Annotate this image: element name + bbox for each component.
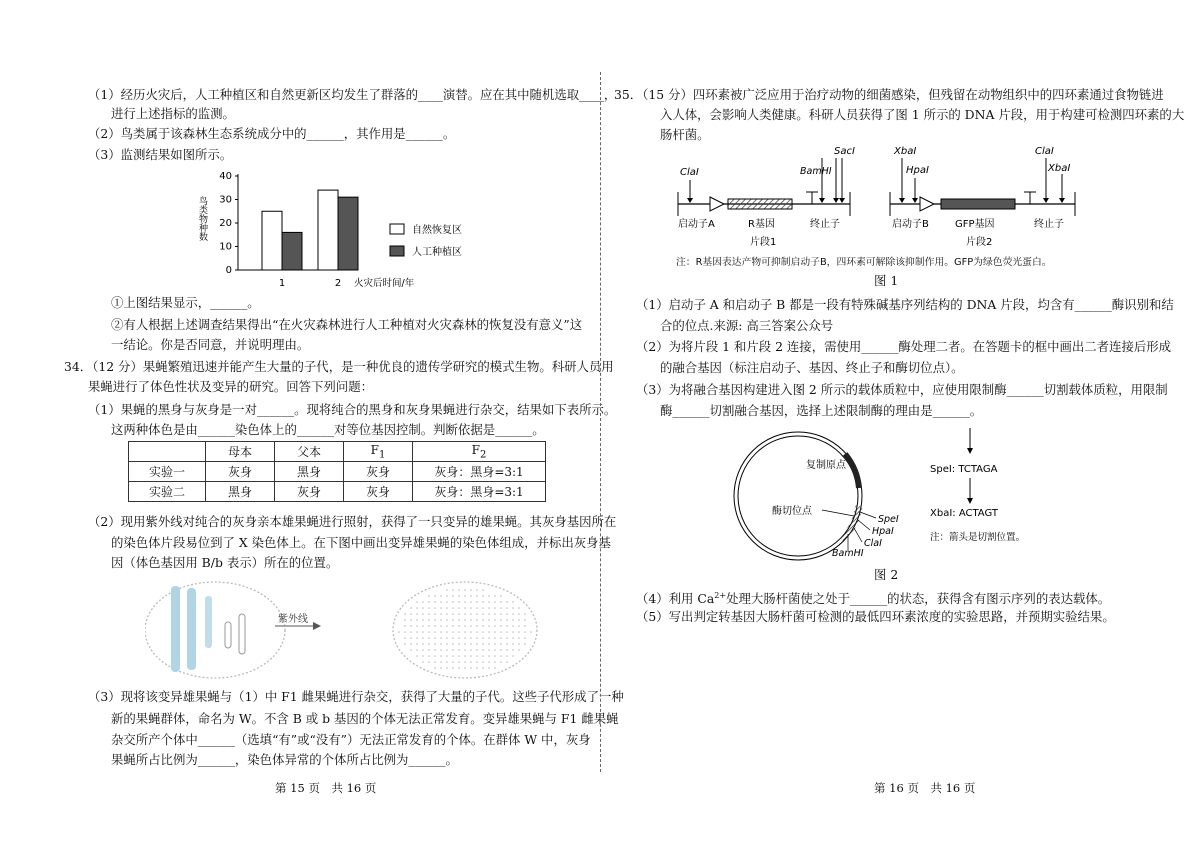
legend-swatch: [390, 246, 404, 256]
q34-3-line1: （3）现将该变异雄果蝇与（1）中 F1 雌果蝇进行杂交，获得了大量的子代。这些子代形成了一种: [88, 689, 624, 704]
q35-stem-2: 入人体，会影响人类健康。科研人员获得了图 1 所示的 DNA 片段，用于构建可检测四环素的大: [660, 107, 1185, 122]
q35-3-line2: 酶______切割融合基因，选择上述限制酶的理由是______。: [660, 403, 983, 418]
terminator-1: 终止子: [810, 219, 840, 230]
experiment-table: [128, 441, 546, 502]
site-cla-1: ClaⅠ: [680, 167, 699, 178]
q35-4: （4）利用 $Ca^{2+}$处理大肠杆菌使之处于______的状态，获得含有图示序列的表达载体。: [636, 591, 1111, 607]
plasmid-site-spe: SpeⅠ: [878, 514, 899, 525]
q35-1-line1: （1）启动子 A 和启动子 B 都是一段有特殊碱基序列结构的 DNA 片段，均含有______酶识别和结: [636, 297, 1174, 312]
bar-artificial-1: [282, 232, 302, 270]
table-cell: 灰身：黑身=3:1: [413, 462, 546, 482]
table-cell: 灰身: [344, 482, 413, 502]
q33-result: ①上图结果显示，______。: [111, 295, 260, 310]
table-cell: 父本: [275, 442, 344, 462]
q33-1-line2: 进行上述指标的监测。: [111, 106, 235, 121]
q33-3: （3）监测结果如图所示。: [88, 147, 233, 162]
figure-2-plasmid: [730, 428, 1050, 568]
q34-stem-1: 34．（12 分）果蝇繁殖迅速并能产生大量的子代，是一种优良的遗传学研究的模式生物。科研人员用: [64, 359, 614, 374]
q34-3-line4: 果蝇所占比例为______，染色体异常的个体所占比例为______。: [111, 752, 458, 767]
x-axis-label: 火灾后时间/年: [354, 278, 415, 289]
x-tick-label: 2: [334, 278, 342, 289]
q34-2-line1: （2）现用紫外线对纯合的灰身亲本雄果蝇进行照射，获得了一只变异的雄果蝇。其灰身基因所在: [88, 514, 617, 529]
table-header-row: [129, 442, 546, 462]
table-cell: 实验一: [129, 462, 206, 482]
table-row: [129, 482, 546, 502]
q34-stem-2: 果蝇进行了体色性状及变异的研究。回答下列问题：: [88, 379, 373, 394]
figure-2-caption: 图 2: [874, 567, 899, 582]
r-gene-label: R基因: [748, 219, 775, 230]
y-tick-label: 10: [219, 241, 232, 253]
table-cell: 灰身: [206, 462, 275, 482]
promoter-a: 启动子A: [678, 219, 715, 230]
q34-3-line2: 新的果蝇群体，命名为 W。不含 B 或 b 基因的个体无法正常发育。变异雄果蝇与 F1 雌果蝇: [111, 711, 619, 726]
cutsite-label: 酶切位点: [772, 506, 812, 517]
table-cell: $F_1$: [344, 442, 413, 462]
site-sac: SacⅠ: [834, 146, 855, 157]
q35-stem-1: 35．（15 分）四环素被广泛应用于治疗动物的细菌感染，但残留在动物组织中的四环素通过食物链进: [614, 87, 1164, 102]
fragment-2-label: 片段2: [966, 237, 993, 248]
plasmid-site-bamh: BamHⅠ: [832, 548, 864, 559]
q33-claim: ②有人根据上述调查结果得出“在火灾森林进行人工种植对火灾森林的恢复没有意义”这: [111, 317, 583, 332]
chromosome-figure: [145, 578, 565, 683]
bar-natural-2: [318, 190, 338, 270]
q34-1-line1: （1）果蝇的黑身与灰身是一对______。现将纯合的黑身和灰身果蝇进行杂交，结果如下表所示。: [88, 402, 617, 417]
page-divider: [600, 72, 601, 772]
q35-5: （5）写出判定转基因大肠杆菌可检测的最低四环素浓度的实验思路，并预期实验结果。: [636, 609, 1115, 624]
table-cell: 灰身：黑身=3:1: [413, 482, 546, 502]
site-xba-2: XbaⅠ: [1048, 163, 1071, 174]
gfp-gene-label: GFP基因: [955, 219, 995, 230]
y-tick-label: 20: [219, 218, 232, 229]
table-cell: 灰身: [344, 462, 413, 482]
site-xba-1: XbaⅠ: [894, 146, 917, 157]
uv-label: 紫外线: [278, 614, 308, 625]
origin-label: 复制原点: [806, 460, 846, 471]
table-row: [129, 462, 546, 482]
figure-1: [670, 144, 1100, 254]
figure-1-note: 注：R基因表达产物可抑制启动子B，四环素可解除该抑制作用。GFP为绿色荧光蛋白。: [676, 257, 1052, 268]
q33-2: （2）鸟类属于该森林生态系统成分中的______，其作用是______。: [88, 126, 456, 141]
promoter-b: 启动子B: [892, 219, 929, 230]
y-axis-label: 鸟类物种数: [197, 196, 207, 241]
q35-stem-3: 肠杆菌。: [660, 127, 710, 142]
xba-sequence: XbaⅠ: ACTAGT: [930, 508, 998, 519]
q34-2-line2: 的染色体片段易位到了 X 染色体上。在下图中画出变异雄果蝇的染色体组成，并标出灰身基: [111, 535, 611, 550]
figure-2-note: 注：箭头是切割位置。: [930, 532, 1026, 543]
q34-3-line3: 杂交所产个体中______（选填“有”或“没有”）无法正常发育的个体。在群体 W 中，灰身: [111, 732, 591, 747]
fragment-1-label: 片段1: [750, 237, 777, 248]
y-tick-label: 40: [219, 171, 232, 182]
table-cell: 灰身: [275, 482, 344, 502]
y-tick-label: 0: [225, 265, 232, 276]
table-cell: $F_2$: [413, 442, 546, 462]
q33-claim-2: 一结论。你是否同意，并说明理由。: [111, 337, 310, 352]
legend-label: 自然恢复区: [412, 225, 462, 236]
q35-1-line2: 合的位点.来源: 高三答案公众号: [660, 318, 834, 333]
right-page-number: 第 16 页 共 16 页: [874, 781, 976, 795]
spe-sequence: SpeⅠ: TCTAGA: [930, 464, 998, 475]
q34-1-line2: 这两种体色是由______染色体上的______对等位基因控制。判断依据是______。: [111, 422, 545, 437]
y-tick-label: 30: [219, 194, 232, 206]
site-hpa-1: HpaⅠ: [906, 165, 929, 176]
figure-1-caption: 图 1: [874, 273, 899, 288]
legend-label: 人工种植区: [412, 247, 462, 258]
q35-2-line1: （2）为将片段 1 和片段 2 连接，需使用______酶处理二者。在答题卡的框中画出二者连接后形成: [636, 339, 1172, 354]
table-cell: [129, 442, 206, 462]
table-cell: 母本: [206, 442, 275, 462]
q35-2-line2: 的融合基因（标注启动子、基因、终止子和酶切位点）。: [660, 360, 964, 375]
site-bamh-1: BamHⅠ: [800, 166, 832, 177]
q34-2-line3: 因（体色基因用 B/b 表示）所在的位置。: [111, 555, 339, 570]
left-page-number: 第 15 页 共 16 页: [275, 781, 377, 795]
table-cell: 黑身: [206, 482, 275, 502]
table-cell: 黑身: [275, 462, 344, 482]
q33-1-line1: （1）经历火灾后，人工种植区和自然更新区均发生了群落的____演替。应在其中随机选取____，: [88, 87, 617, 102]
plasmid-site-hpa: HpaⅠ: [872, 526, 894, 537]
q35-3-line1: （3）为将融合基因构建进入图 2 所示的载体质粒中，应使用限制酶______切割载体质粒，用限制: [636, 382, 1168, 397]
bar-natural-1: [262, 211, 282, 270]
plasmid-site-cla: ClaⅠ: [864, 538, 882, 549]
site-cla-2: ClaⅠ: [1035, 146, 1054, 157]
legend-swatch: [390, 224, 404, 234]
bar-artificial-2: [338, 197, 358, 270]
x-tick-label: 1: [278, 278, 286, 289]
table-cell: 实验二: [129, 482, 206, 502]
terminator-2: 终止子: [1034, 219, 1064, 230]
bird-species-chart: [190, 166, 510, 296]
